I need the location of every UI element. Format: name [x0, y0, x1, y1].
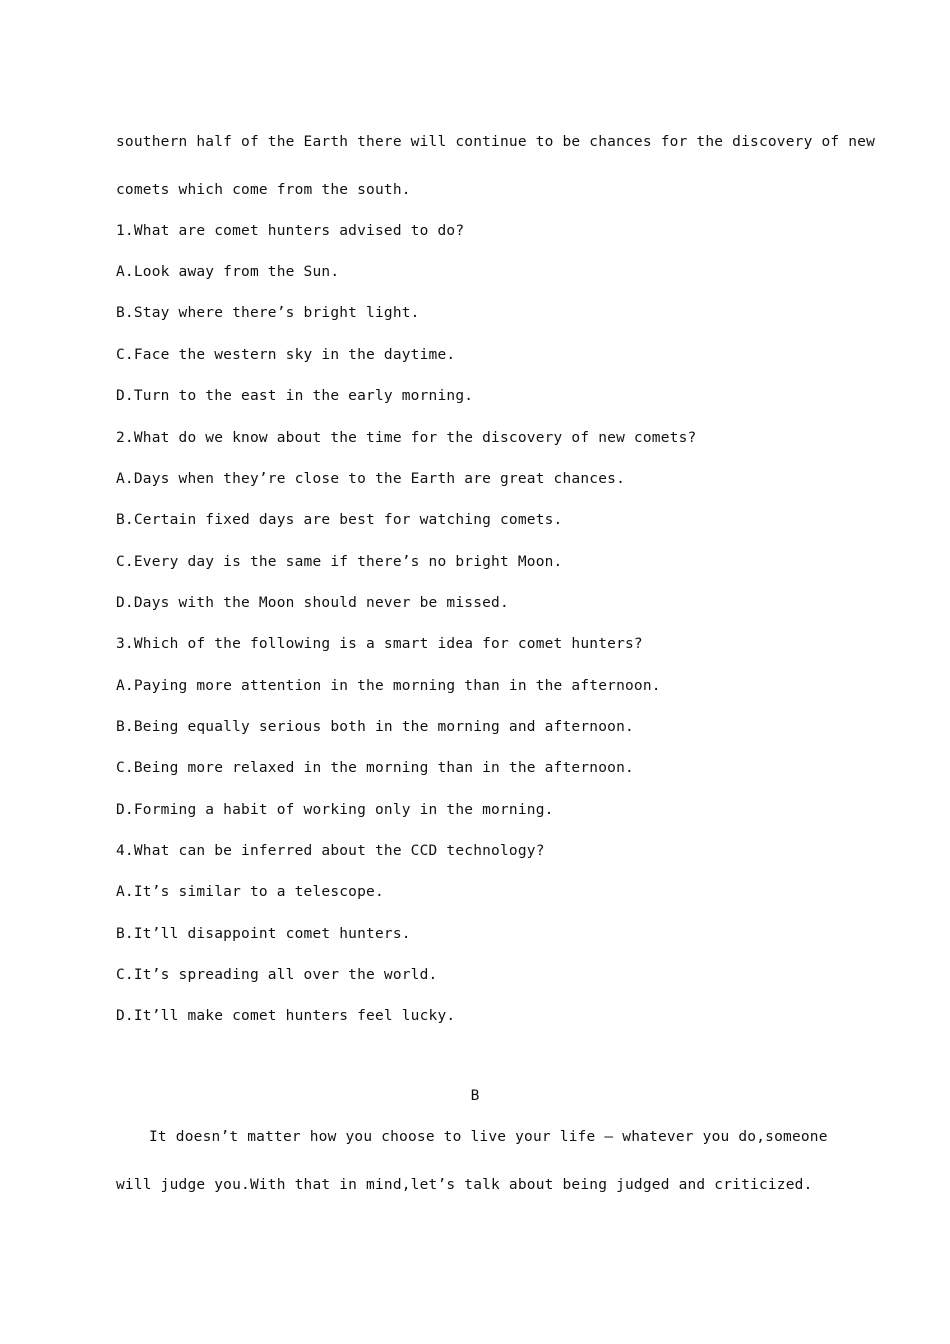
question-1-option-d: D.Turn to the east in the early morning.	[116, 388, 474, 404]
question-1-option-c: C.Face the western sky in the daytime.	[116, 347, 456, 363]
question-3-stem: 3.Which of the following is a smart idea for comet hunters?	[116, 636, 643, 652]
question-3-option-a: A.Paying more attention in the morning than in the afternoon.	[116, 678, 661, 694]
question-4-stem: 4.What can be inferred about the CCD technology?	[116, 843, 545, 859]
question-4-option-a: A.It’s similar to a telescope.	[116, 884, 384, 900]
intro-line-1: southern half of the Earth there will continue to be chances for the discovery of new	[116, 134, 876, 150]
section-b-heading: B	[470, 1088, 480, 1104]
question-2-option-b: B.Certain fixed days are best for watching comets.	[116, 512, 563, 528]
question-1-stem: 1.What are comet hunters advised to do?	[116, 223, 465, 239]
question-4-option-d: D.It’ll make comet hunters feel lucky.	[116, 1008, 456, 1024]
question-2-option-a: A.Days when they’re close to the Earth are great chances.	[116, 471, 625, 487]
question-3-option-d: D.Forming a habit of working only in the morning.	[116, 802, 554, 818]
intro-line-2: comets which come from the south.	[116, 182, 411, 198]
section-b-paragraph-line-2: will judge you.With that in mind,let’s talk about being judged and criticized.	[116, 1177, 813, 1193]
question-2-stem: 2.What do we know about the time for the discovery of new comets?	[116, 430, 697, 446]
question-3-option-c: C.Being more relaxed in the morning than in the afternoon.	[116, 760, 634, 776]
question-1-option-a: A.Look away from the Sun.	[116, 264, 340, 280]
question-4-option-c: C.It’s spreading all over the world.	[116, 967, 438, 983]
question-4-option-b: B.It’ll disappoint comet hunters.	[116, 926, 411, 942]
question-1-option-b: B.Stay where there’s bright light.	[116, 305, 420, 321]
question-2-option-d: D.Days with the Moon should never be missed.	[116, 595, 509, 611]
section-b-paragraph-line-1: It doesn’t matter how you choose to live your life — whatever you do,someone	[149, 1129, 828, 1145]
question-2-option-c: C.Every day is the same if there’s no bright Moon.	[116, 554, 563, 570]
question-3-option-b: B.Being equally serious both in the morning and afternoon.	[116, 719, 634, 735]
